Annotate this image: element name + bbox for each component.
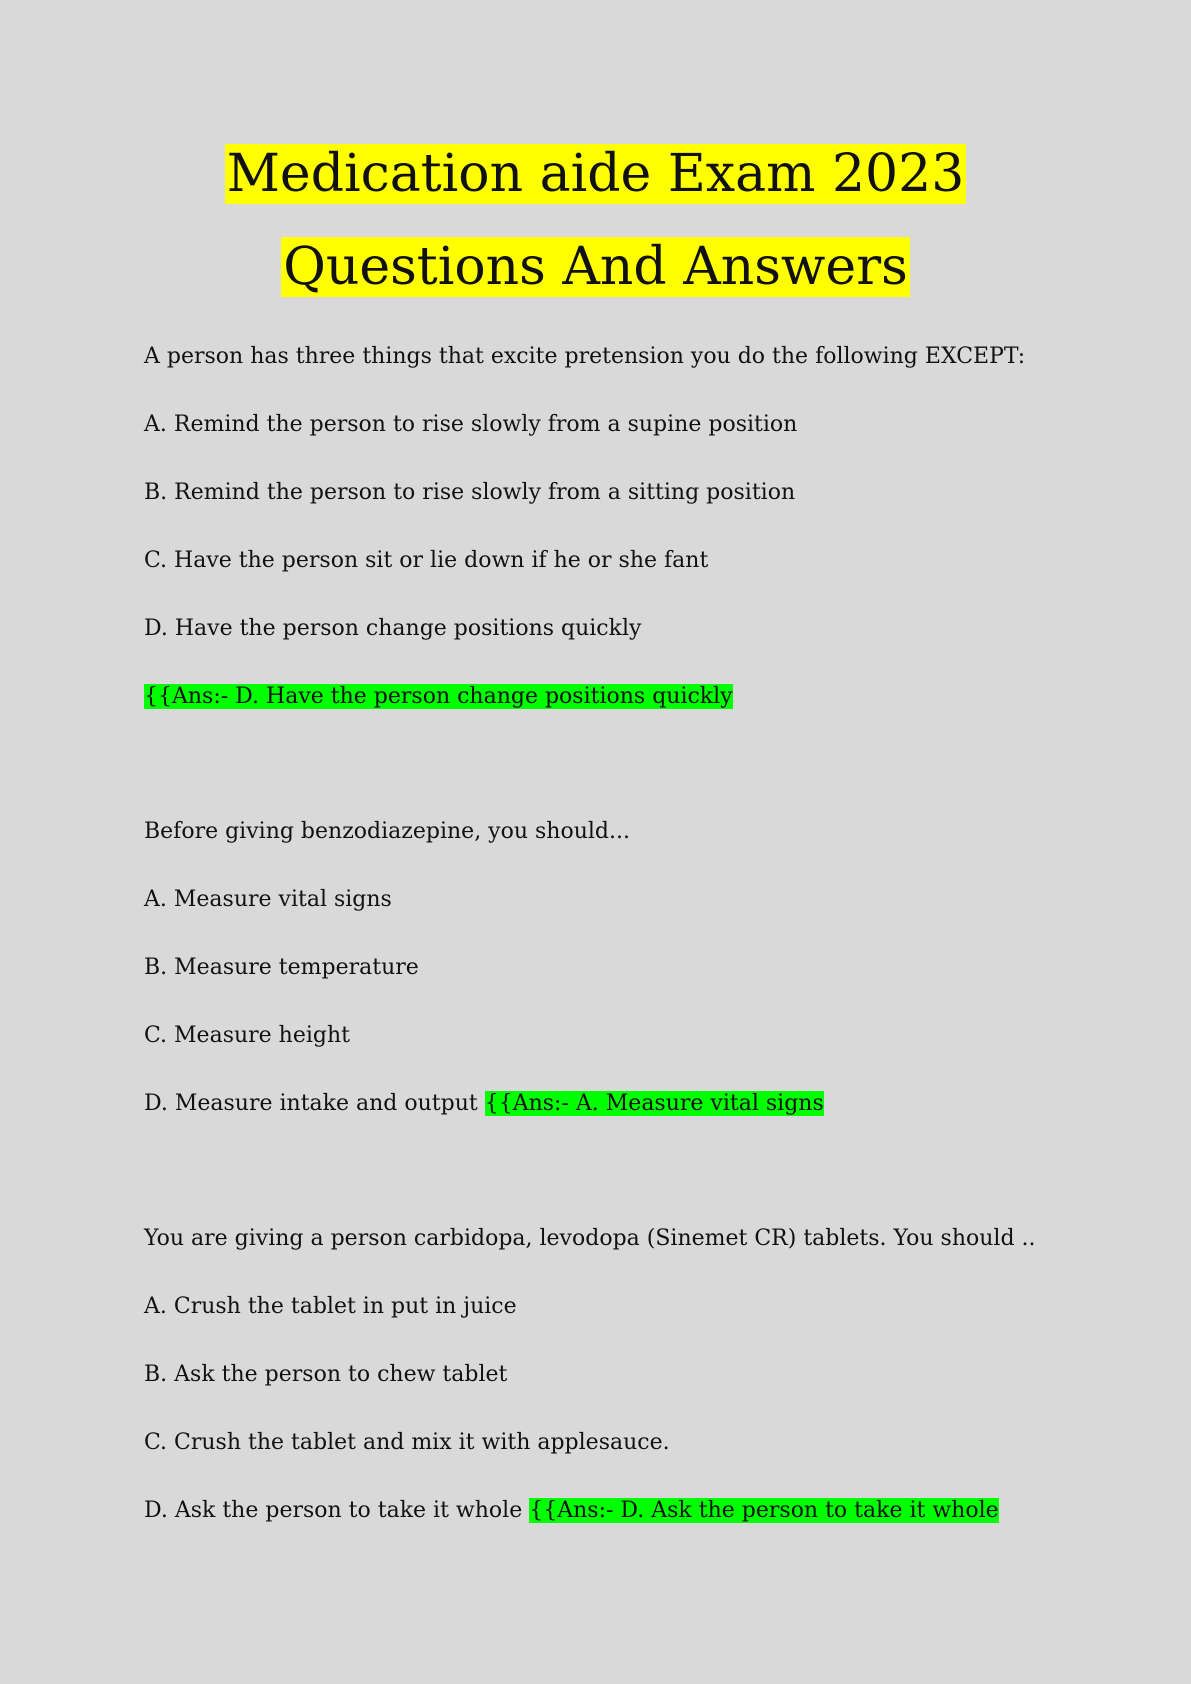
question-1-answer-line <box>144 682 733 712</box>
question-3-answer: {{Ans:- D. Ask the person to take it whole <box>529 1498 999 1523</box>
question-2-option-c: C. Measure height <box>144 1023 351 1048</box>
question-2-option-b: B. Measure temperature <box>144 955 419 980</box>
question-1-option-a: A. Remind the person to rise slowly from a supine position <box>144 412 798 437</box>
question-1-stem: A person has three things that excite pretension you do the following EXCEPT: <box>144 344 1026 369</box>
question-2-option-a: A. Measure vital signs <box>144 887 392 912</box>
question-2-stem: Before giving benzodiazepine, you should... <box>144 819 630 844</box>
title-line-2 <box>0 235 1191 299</box>
question-1-option-b: B. Remind the person to rise slowly from a sitting position <box>144 480 796 505</box>
question-3-option-c: C. Crush the tablet and mix it with applesauce. <box>144 1430 670 1455</box>
document-title-part-2: Questions And Answers <box>283 237 908 297</box>
question-3-stem: You are giving a person carbidopa, levodopa (Sinemet CR) tablets. You should .. <box>144 1226 1036 1251</box>
question-1-option-c: C. Have the person sit or lie down if he or she fant <box>144 548 709 573</box>
document-title-part-1: Medication aide Exam 2023 <box>226 144 965 204</box>
title-line-1 <box>0 142 1191 206</box>
question-2-option-d-line <box>144 1089 824 1119</box>
question-3-option-d-line <box>144 1496 999 1526</box>
question-1-answer: {{Ans:- D. Have the person change positions quickly <box>144 684 733 709</box>
question-3-option-a: A. Crush the tablet in put in juice <box>144 1294 517 1319</box>
question-2-option-d: D. Measure intake and output <box>144 1091 478 1116</box>
question-2-answer: {{Ans:- A. Measure vital signs <box>484 1091 824 1116</box>
question-1-option-d: D. Have the person change positions quickly <box>144 616 642 641</box>
question-3-option-b: B. Ask the person to chew tablet <box>144 1362 508 1387</box>
question-3-option-d: D. Ask the person to take it whole <box>144 1498 523 1523</box>
